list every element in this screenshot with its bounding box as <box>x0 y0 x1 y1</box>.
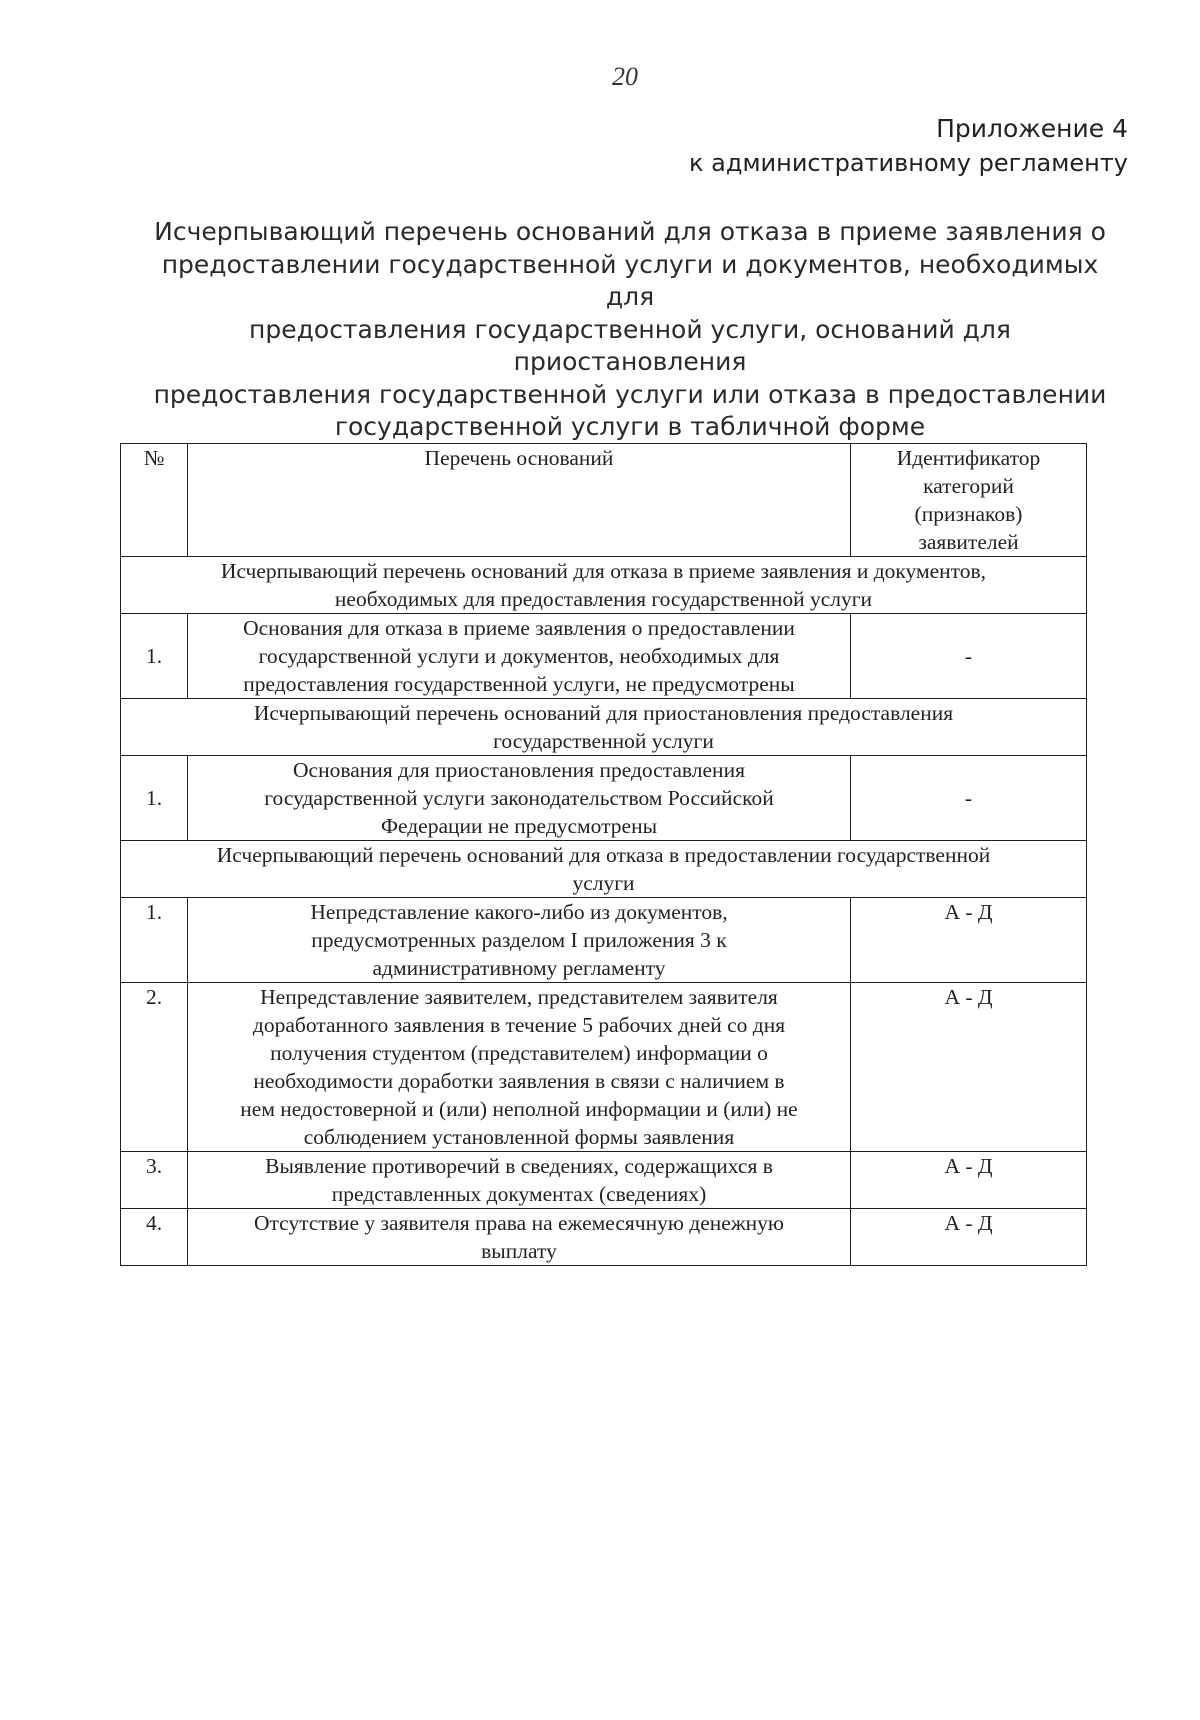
row-num: 2. <box>121 983 188 1152</box>
section-title <box>121 841 1087 898</box>
row-text-line: Федерации не предусмотрены <box>380 814 658 838</box>
section-title-line: Исчерпывающий перечень оснований для отказа в приеме заявления и документов, <box>220 559 987 583</box>
row-text-line: государственной услуги и документов, необходимых для <box>258 644 780 668</box>
row-identifier: А - Д <box>851 1209 1087 1266</box>
row-identifier: А - Д <box>851 1152 1087 1209</box>
row-text-line: Непредставление заявителем, представителем заявителя <box>260 985 778 1009</box>
header-num: № <box>121 444 188 557</box>
row-text-line: соблюдением установленной формы заявления <box>303 1125 735 1149</box>
appendix-header <box>689 112 1128 180</box>
row-text-line: необходимости доработки заявления в связи с наличием в <box>253 1069 785 1093</box>
row-text <box>188 1152 851 1209</box>
row-text <box>188 756 851 841</box>
header-identifier-line: (признаков) <box>914 502 1023 526</box>
page-number: 20 <box>612 62 638 91</box>
appendix-title: Приложение 4 <box>936 114 1128 143</box>
row-num: 1. <box>121 614 188 699</box>
row-identifier: А - Д <box>851 983 1087 1152</box>
row-num: 4. <box>121 1209 188 1266</box>
section-row <box>121 557 1087 614</box>
section-title-line: Исчерпывающий перечень оснований для приостановления предоставления <box>253 701 954 725</box>
row-text <box>188 898 851 983</box>
row-num: 3. <box>121 1152 188 1209</box>
header-identifier-line: категорий <box>923 474 1014 498</box>
title-line: предоставлении государственной услуги и документов, необходимых для <box>161 249 1099 311</box>
title-line: предоставления государственной услуги или отказа в предоставлении <box>153 379 1107 409</box>
title-line: предоставления государственной услуги, оснований для приостановления <box>249 314 1011 376</box>
header-identifier <box>851 444 1087 557</box>
row-text <box>188 1209 851 1266</box>
title-line: Исчерпывающий перечень оснований для отказа в приеме заявления о <box>154 217 1106 246</box>
section-row <box>121 699 1087 756</box>
table-row <box>121 1152 1087 1209</box>
row-identifier: А - Д <box>851 898 1087 983</box>
title-line: государственной услуги в табличной форме <box>334 412 926 441</box>
table-row <box>121 898 1087 983</box>
table-row <box>121 614 1087 699</box>
row-num: 1. <box>121 898 188 983</box>
section-title-line: услуги <box>572 871 635 895</box>
section-title-line: необходимых для предоставления государственной услуги <box>334 587 873 611</box>
row-num: 1. <box>121 756 188 841</box>
row-text-line: Непредставление какого-либо из документов, <box>310 900 728 924</box>
table-header-row <box>121 444 1087 557</box>
row-text-line: предусмотренных разделом I приложения 3 к <box>311 928 727 952</box>
header-identifier-line: Идентификатор <box>896 446 1041 470</box>
section-title-line: Исчерпывающий перечень оснований для отказа в предоставлении государственной <box>216 843 991 867</box>
row-text-line: предоставления государственной услуги, не предусмотрены <box>243 672 795 696</box>
appendix-subtitle: к административному регламенту <box>689 149 1128 177</box>
table-row <box>121 1209 1087 1266</box>
row-text-line: выплату <box>481 1239 557 1263</box>
table-row <box>121 756 1087 841</box>
row-text-line: получения студентом (представителем) информации о <box>270 1041 768 1065</box>
section-title <box>121 699 1087 756</box>
row-identifier: - <box>851 614 1087 699</box>
row-text-line: Основания для отказа в приеме заявления о предоставлении <box>243 616 795 640</box>
document-title <box>150 216 1110 444</box>
row-text-line: Отсутствие у заявителя права на ежемесячную денежную <box>254 1211 784 1235</box>
row-text-line: доработанного заявления в течение 5 рабочих дней со дня <box>252 1013 786 1037</box>
header-basis: Перечень оснований <box>188 444 851 557</box>
section-title <box>121 557 1087 614</box>
section-row <box>121 841 1087 898</box>
row-text-line: Основания для приостановления предоставления <box>293 758 745 782</box>
row-text-line: нем недостоверной и (или) неполной информации и (или) не <box>240 1097 798 1121</box>
row-text <box>188 614 851 699</box>
header-identifier-line: заявителей <box>918 530 1019 554</box>
row-text-line: административному регламенту <box>372 956 666 980</box>
table-row <box>121 983 1087 1152</box>
grounds-table <box>120 443 1087 1266</box>
row-text-line: представленных документах (сведениях) <box>331 1182 707 1206</box>
section-title-line: государственной услуги <box>493 729 714 753</box>
row-text-line: Выявление противоречий в сведениях, содержащихся в <box>265 1154 773 1178</box>
row-text <box>188 983 851 1152</box>
row-text-line: государственной услуги законодательством Российской <box>264 786 774 810</box>
row-identifier: - <box>851 756 1087 841</box>
